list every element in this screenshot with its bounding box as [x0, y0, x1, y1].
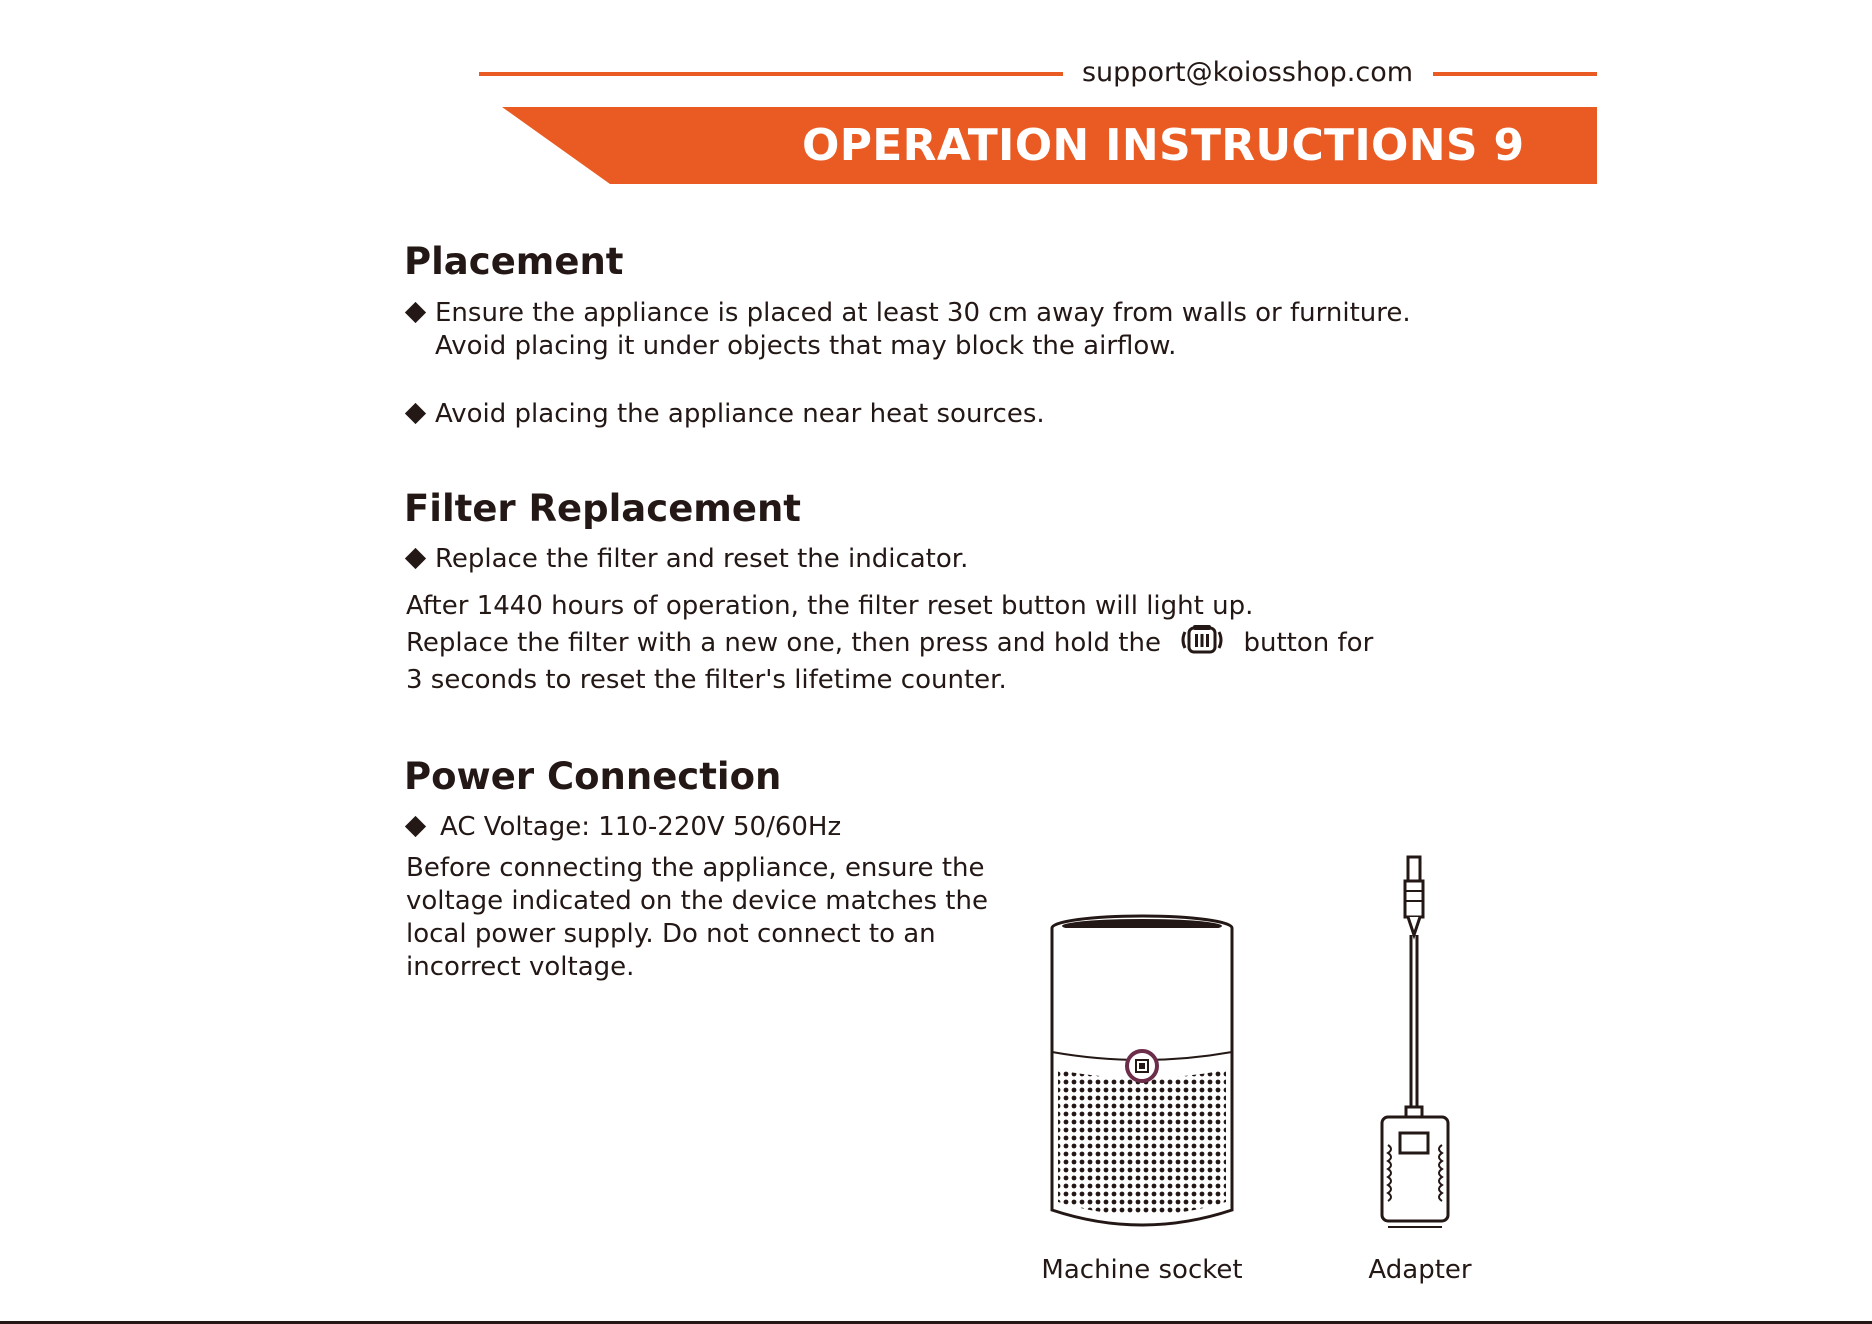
- heading-power-connection: Power Connection: [404, 755, 782, 798]
- adapter-caption: Adapter: [1368, 1255, 1472, 1285]
- filter-line-1: After 1440 hours of operation, the filter reset button will light up.: [406, 591, 1254, 621]
- filter-bullet: [404, 543, 968, 576]
- filter-line-2: [406, 623, 1373, 664]
- heading-filter-replacement: Filter Replacement: [404, 487, 801, 530]
- filter-reset-icon: [1179, 623, 1225, 664]
- power-instructions: [406, 852, 988, 984]
- filter-line-2-before: Replace the filter with a new one, then press and hold the: [406, 628, 1161, 658]
- power-line-1: Before connecting the appliance, ensure the: [406, 853, 985, 883]
- power-line-2: voltage indicated on the device matches the: [406, 886, 988, 916]
- power-adapter-illustration: [1370, 855, 1460, 1239]
- placement-bullet-2-text: Avoid placing the appliance near heat sources.: [435, 399, 1045, 429]
- air-purifier-illustration: [1046, 910, 1238, 1244]
- power-bullet-text: AC Voltage: 110-220V 50/60Hz: [440, 812, 842, 842]
- placement-bullet-1: [404, 297, 1411, 363]
- placement-bullet-1-line-2: Avoid placing it under objects that may block the airflow.: [435, 331, 1177, 361]
- heading-placement: Placement: [404, 240, 624, 283]
- bullet-diamond-icon: [405, 402, 426, 423]
- filter-line-3: 3 seconds to reset the filter's lifetime counter.: [406, 665, 1007, 695]
- filter-instructions: [406, 590, 1373, 697]
- header-rule-left: [479, 72, 1063, 76]
- filter-bullet-text: Replace the filter and reset the indicator.: [435, 544, 969, 574]
- title-banner: [502, 107, 1597, 184]
- filter-line-2-after: button for: [1243, 628, 1374, 658]
- power-bullet: [404, 811, 841, 844]
- bullet-diamond-icon: [405, 301, 426, 322]
- placement-bullet-1-line-1: Ensure the appliance is placed at least 30 cm away from walls or furniture.: [435, 298, 1411, 328]
- bullet-diamond-icon: [405, 815, 426, 836]
- power-line-3: local power supply. Do not connect to an: [406, 919, 936, 949]
- machine-socket-caption: Machine socket: [1041, 1255, 1243, 1285]
- power-line-4: incorrect voltage.: [406, 952, 635, 982]
- page-title: OPERATION INSTRUCTIONS 9: [802, 120, 1525, 171]
- header-rule-right: [1433, 72, 1597, 76]
- placement-bullet-2: [404, 398, 1045, 431]
- bullet-diamond-icon: [405, 547, 426, 568]
- support-email: support@koiosshop.com: [1081, 57, 1414, 88]
